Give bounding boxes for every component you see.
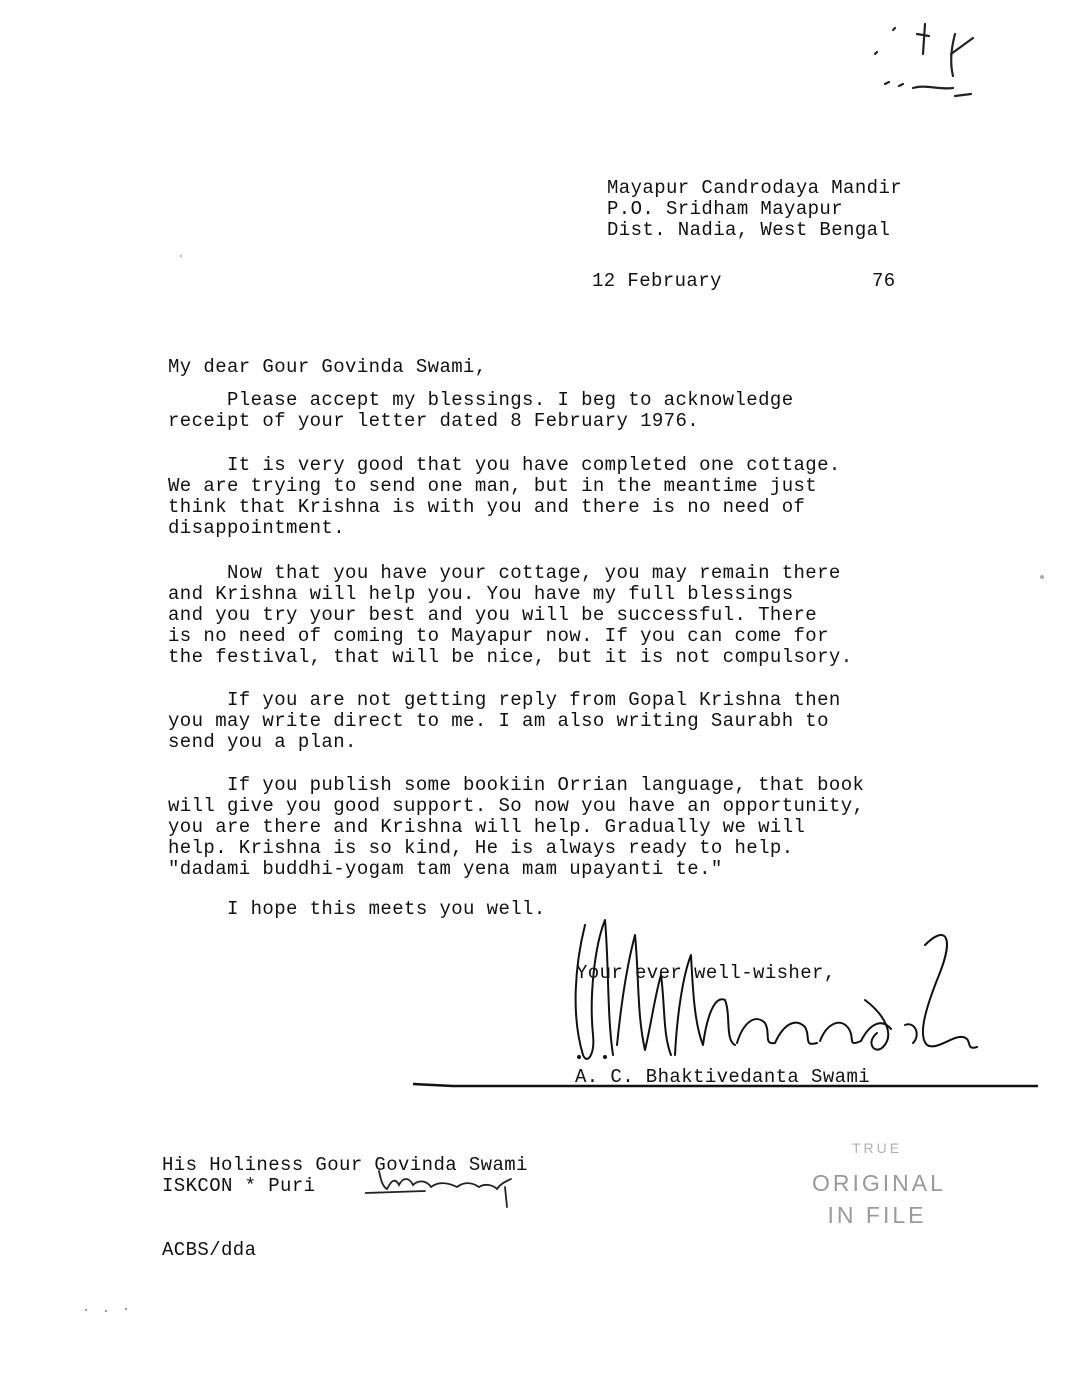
original-in-file-stamp	[812, 1140, 946, 1240]
handwritten-corner-mark	[855, 14, 985, 104]
body-paragraph-6: I hope this meets you well.	[168, 898, 546, 920]
stamp-line-2: ORIGINAL	[812, 1170, 946, 1196]
body-paragraph-5: If you publish some bookiin Orrian language, that book will give you good support. So now you have an opportunity, you are there and Krishna will help. Gradually we will help. Krishna is so kind, He is always ready to help. "dadami buddhi-yogam tam yena mam upayanti te."	[168, 774, 865, 880]
stamp-line-1: TRUE	[851, 1140, 903, 1156]
stamp-line-3: IN FILE	[827, 1202, 927, 1228]
paper-specks	[80, 1300, 140, 1320]
reference-initials: ACBS/dda	[162, 1239, 257, 1261]
handwritten-annotation	[365, 1167, 525, 1209]
handwritten-signature	[565, 905, 995, 1075]
paper-speck	[180, 255, 182, 257]
closing: Your ever well-wisher,	[576, 962, 836, 984]
body-paragraph-1: Please accept my blessings. I beg to acknowledge receipt of your letter dated 8 February 1976.	[168, 389, 794, 432]
body-paragraph-4: If you are not getting reply from Gopal Krishna then you may write direct to me. I am also writing Saurabh to send you a plan.	[168, 689, 841, 753]
letter-date	[592, 271, 902, 293]
sender-address: Mayapur Candrodaya Mandir P.O. Sridham Mayapur Dist. Nadia, West Bengal	[607, 177, 903, 241]
date-day-month: 12 February	[592, 270, 722, 292]
date-year: 76	[872, 270, 896, 292]
body-paragraph-2: It is very good that you have completed one cottage. We are trying to send one man, but in the meantime just think that Krishna is with you and there is no need of disappointment.	[168, 454, 841, 539]
signatory-name: A. C. Bhaktivedanta Swami	[575, 1066, 871, 1088]
salutation: My dear Gour Govinda Swami,	[168, 356, 487, 378]
addressee-block: His Holiness Gour Govinda Swami ISKCON * Puri	[162, 1154, 528, 1197]
paper-speck	[1040, 575, 1044, 579]
body-paragraph-3: Now that you have your cottage, you may remain there and Krishna will help you. You have my full blessings and you try your best and you will be successful. There is no need of coming to Mayapur now. If you can come for the festival, that will be nice, but it is not compulsory.	[168, 562, 853, 668]
